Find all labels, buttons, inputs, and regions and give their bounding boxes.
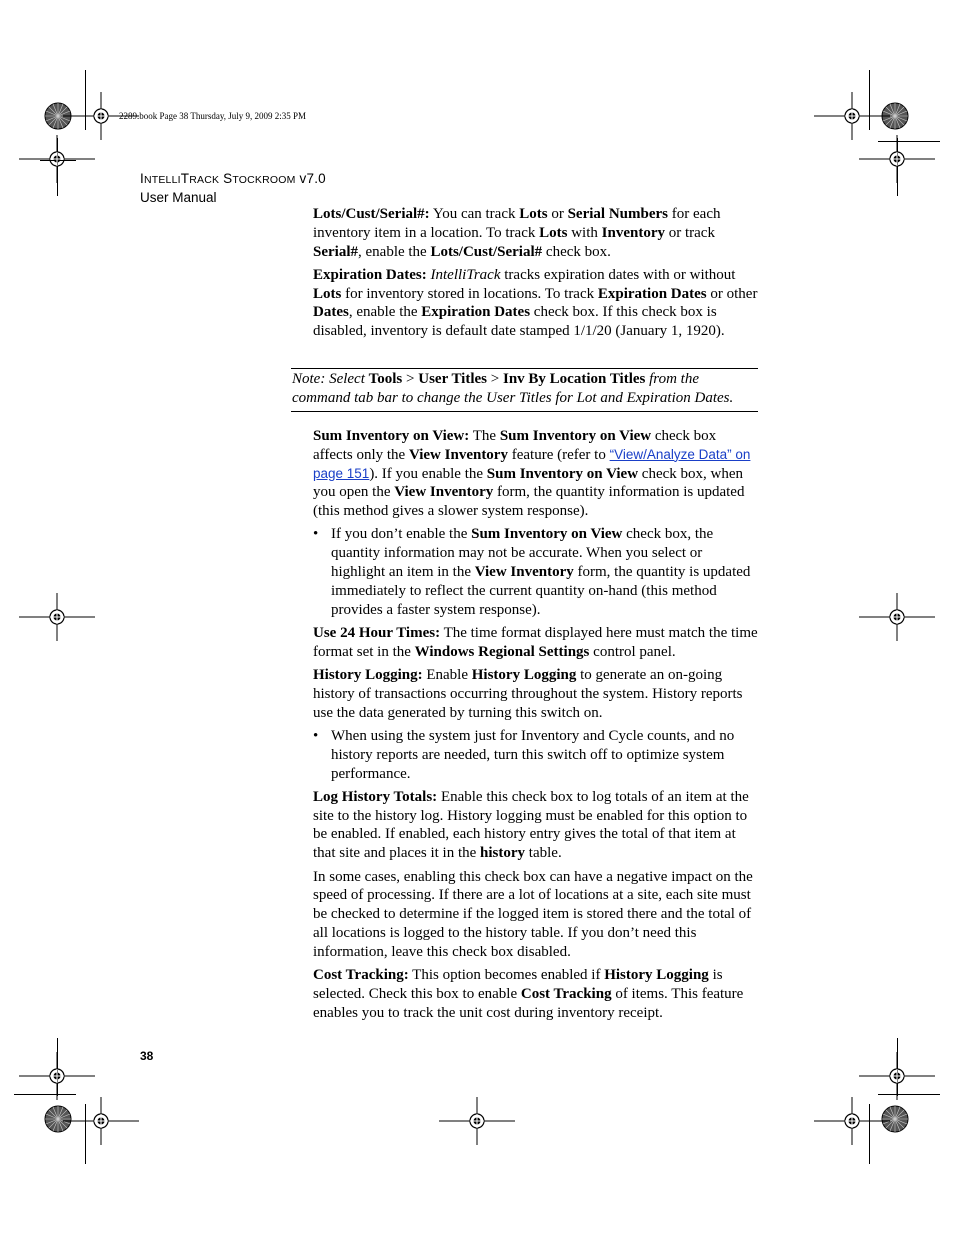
note-bottom-rule	[291, 411, 758, 412]
lots-expiration-block	[313, 205, 758, 341]
bullet-glyph: •	[313, 727, 319, 744]
history-logging-paragraph: History Logging: Enable History Logging to generate an on-going history of transactions occurring throughout the system. History reports use the data generated by turning this switch on.	[313, 667, 743, 721]
settings-descriptions	[313, 427, 758, 1022]
time24-paragraph: Use 24 Hour Times: The time format displayed here must match the time format set in the Windows Regional Settings control panel.	[313, 624, 758, 660]
sum-inventory-paragraph: Sum Inventory on View: The Sum Inventory on View check box affects only the View Inventory feature (refer to “View/Analyze Data” on page 151). If you enable the Sum Inventory on View check box, when you open the View Inventory form, the quantity information is updated (this method gives a slower system response).	[313, 428, 751, 520]
lots-paragraph: Lots/Cust/Serial#: You can track Lots or Serial Numbers for each inventory item in a location. To track Lots with Inventory or track Serial#, enable the Lots/Cust/Serial# check box.	[313, 206, 721, 260]
note-callout: Note: Select Tools > User Titles > Inv By Location Titles from the command tab bar to change the User Titles for Lot and Expiration Dates.	[292, 371, 734, 406]
expiration-paragraph: Expiration Dates: IntelliTrack tracks expiration dates with or without Lots for inventory stored in locations. To track Expiration Dates or other Dates, enable the Expiration Dates check box. If this check box is disabled, inventory is default date stamped 1/1/20 (January 1, 1920).	[313, 266, 758, 340]
history-logging-bullet: • When using the system just for Inventory and Cycle counts, and no history reports are needed, turn this switch off to optimize system performance.	[313, 727, 735, 782]
product-title: INTELLITRACK STOCKROOM v7.0	[140, 171, 326, 186]
note-top-rule	[291, 368, 758, 369]
cost-tracking-paragraph: Cost Tracking: This option becomes enabled if History Logging is selected. Check this box to enable Cost Tracking of items. This feature enables you to track the unit cost during inventory receipt.	[313, 967, 744, 1021]
manual-subtitle: User Manual	[140, 190, 217, 205]
page-number: 38	[140, 1049, 154, 1063]
view-analyze-data-link[interactable]: “View/Analyze Data” on page 151	[313, 446, 751, 481]
log-history-paragraph: Log History Totals: Enable this check box to log totals of an item at the site to the history log. History logging must be enabled for this option to be enabled. If enabled, each history entry gives the total of that item at that site and places it in the history table.	[313, 788, 749, 862]
sum-inventory-bullet: • If you don’t enable the Sum Inventory on View check box, the quantity information may not be accurate. When you select or highlight an item in the View Inventory form, the quantity is updated immediately to reflect the current quantity on-hand (this method provides a faster system response).	[313, 526, 751, 618]
bullet-glyph: •	[313, 526, 319, 543]
log-history-impact-paragraph: In some cases, enabling this check box can have a negative impact on the speed of processing. If there are a lot of locations at a site, each site must be checked to determine if the logged item is stored there and the total of all locations is logged to the history table. If you don’t need this information, leave this check box disabled.	[313, 868, 753, 960]
book-slug-line: 2289.book Page 38 Thursday, July 9, 2009 2:35 PM	[119, 111, 307, 121]
running-header	[140, 170, 326, 207]
